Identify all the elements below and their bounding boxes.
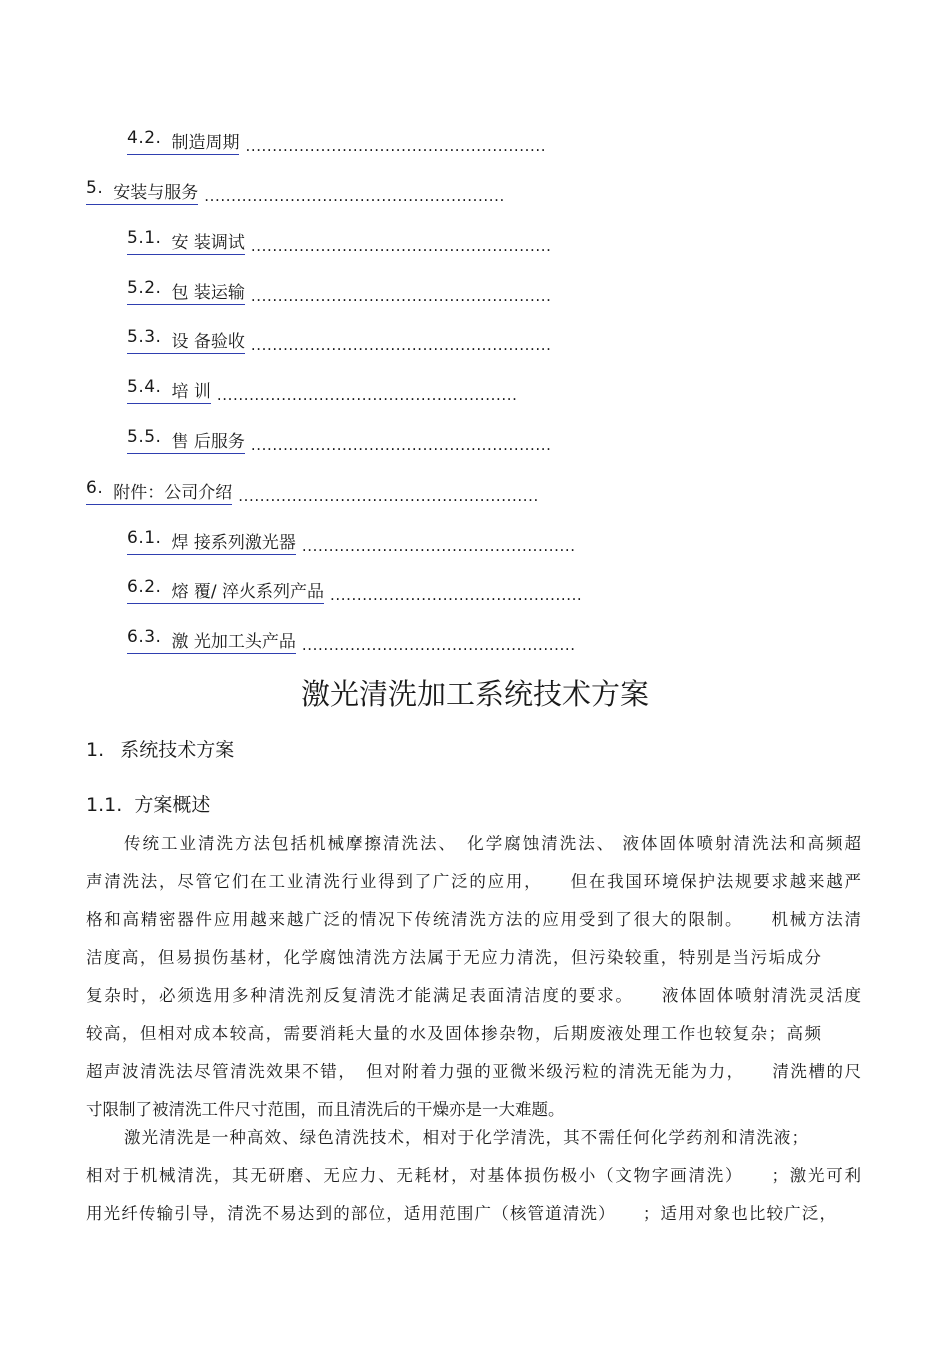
toc-entry[interactable] [127, 374, 517, 404]
toc-label: 制造周期 [171, 133, 240, 153]
section-heading [86, 735, 234, 762]
toc-leader-dots: ........................................................ [250, 436, 552, 454]
toc-label: 焊 接系列激光器 [171, 533, 296, 553]
toc-leader-dots: ........................................................ [245, 137, 547, 155]
toc-number: 5.3. [127, 327, 162, 347]
paragraph-line: 传统工业清洗方法包括机械摩擦清洗法、 化学腐蚀清洗法、 液体固体喷射清洗法和高频超 [124, 834, 861, 853]
toc-label: 附件：公司介绍 [113, 483, 233, 503]
toc-leader-dots: ................................................... [301, 537, 576, 555]
toc-number: 6.3. [127, 627, 162, 647]
toc-label: 安 装调试 [171, 233, 245, 253]
paragraph-line: 寸限制了被清洗工件尺寸范围，而且清洗后的干燥亦是一大难题。 [86, 1100, 565, 1119]
toc-number: 5. [86, 178, 104, 198]
toc-entry[interactable] [127, 574, 582, 604]
toc-label: 包 装运输 [171, 283, 245, 303]
toc-number: 6.2. [127, 577, 162, 597]
toc-entry[interactable] [86, 175, 505, 205]
toc-entry[interactable] [127, 424, 551, 454]
subsection-label: 方案概述 [134, 794, 211, 816]
toc-entry[interactable] [86, 475, 539, 505]
toc-link[interactable] [127, 228, 245, 255]
toc-link[interactable] [127, 278, 245, 305]
paragraph-line: 用光纤传输引导，清洗不易达到的部位，适用范围广（核管道清洗） ；适用对象也比较广泛， [86, 1204, 836, 1223]
toc-link[interactable] [127, 528, 296, 555]
subsection-number: 1.1. [86, 794, 123, 816]
toc-number: 5.2. [127, 278, 162, 298]
paragraph-line: 格和高精密器件应用越来越广泛的情况下传统清洗方法的应用受到了很大的限制。 机械方法清 [86, 910, 861, 929]
toc-link[interactable] [127, 327, 245, 354]
toc-leader-dots: ........................................................ [204, 187, 505, 205]
subsection-heading [86, 790, 210, 817]
section-label: 系统技术方案 [120, 739, 235, 761]
toc-leader-dots: ........................................................ [250, 287, 552, 305]
toc-leader-dots: ........................................................ [216, 386, 518, 404]
toc-number: 5.5. [127, 427, 162, 447]
toc-label: 熔 覆/ 淬火系列产品 [171, 582, 324, 602]
paragraph-overview-1 [86, 825, 861, 1129]
paragraph-line: 超声波清洗法尽管清洗效果不错， 但对附着力强的亚微米级污粒的清洗无能为力， 清洗槽的尺 [86, 1062, 861, 1081]
paragraph-overview-2 [86, 1119, 861, 1233]
document-title: 激光清洗加工系统技术方案 [300, 677, 649, 711]
toc-number: 6. [86, 478, 104, 498]
paragraph-line: 复杂时，必须选用多种清洗剂反复清洗才能满足表面清洁度的要求。 液体固体喷射清洗灵活度 [86, 986, 861, 1005]
toc-leader-dots: ........................................................ [250, 336, 552, 354]
toc-leader-dots: ........................................................ [238, 487, 539, 505]
toc-leader-dots: ........................................................ [250, 237, 552, 255]
toc-label: 售 后服务 [171, 432, 245, 452]
toc-entry[interactable] [127, 525, 576, 555]
toc-entry[interactable] [127, 125, 546, 155]
paragraph-line: 洁度高，但易损伤基材，化学腐蚀清洗方法属于无应力清洗，但污染较重，特别是当污垢成分 [86, 948, 821, 967]
toc-label: 培 训 [171, 382, 211, 402]
paragraph-line: 较高，但相对成本较高，需要消耗大量的水及固体掺杂物，后期废液处理工作也较复杂；高频 [86, 1024, 821, 1043]
toc-label: 设 备验收 [171, 332, 245, 352]
paragraph-line: 激光清洗是一种高效、绿色清洗技术，相对于化学清洗，其不需任何化学药剂和清洗液； [124, 1128, 808, 1147]
toc-link[interactable] [127, 128, 239, 155]
toc-entry[interactable] [127, 225, 551, 255]
toc-entry[interactable] [127, 275, 551, 305]
toc-number: 5.4. [127, 377, 162, 397]
toc-leader-dots: ................................................... [301, 636, 576, 654]
paragraph-line: 相对于机械清洗，其无研磨、无应力、无耗材，对基体损伤极小（文物字画清洗） ；激光可利 [86, 1166, 861, 1185]
toc-entry[interactable] [127, 324, 551, 354]
toc-link[interactable] [127, 427, 245, 454]
toc-link[interactable] [86, 178, 198, 205]
toc-number: 4.2. [127, 128, 162, 148]
toc-number: 6.1. [127, 528, 162, 548]
toc-label: 安装与服务 [113, 183, 199, 203]
toc-leader-dots: ............................................... [330, 586, 583, 604]
paragraph-line: 声清洗法，尽管它们在工业清洗行业得到了广泛的应用， 但在我国环境保护法规要求越来越严 [86, 872, 861, 891]
toc-link[interactable] [127, 377, 211, 404]
toc-link[interactable] [86, 478, 232, 505]
toc-link[interactable] [127, 577, 324, 604]
toc-label: 激 光加工头产品 [171, 632, 296, 652]
toc-entry[interactable] [127, 624, 576, 654]
section-number: 1. [86, 739, 105, 761]
toc-link[interactable] [127, 627, 296, 654]
toc-number: 5.1. [127, 228, 162, 248]
